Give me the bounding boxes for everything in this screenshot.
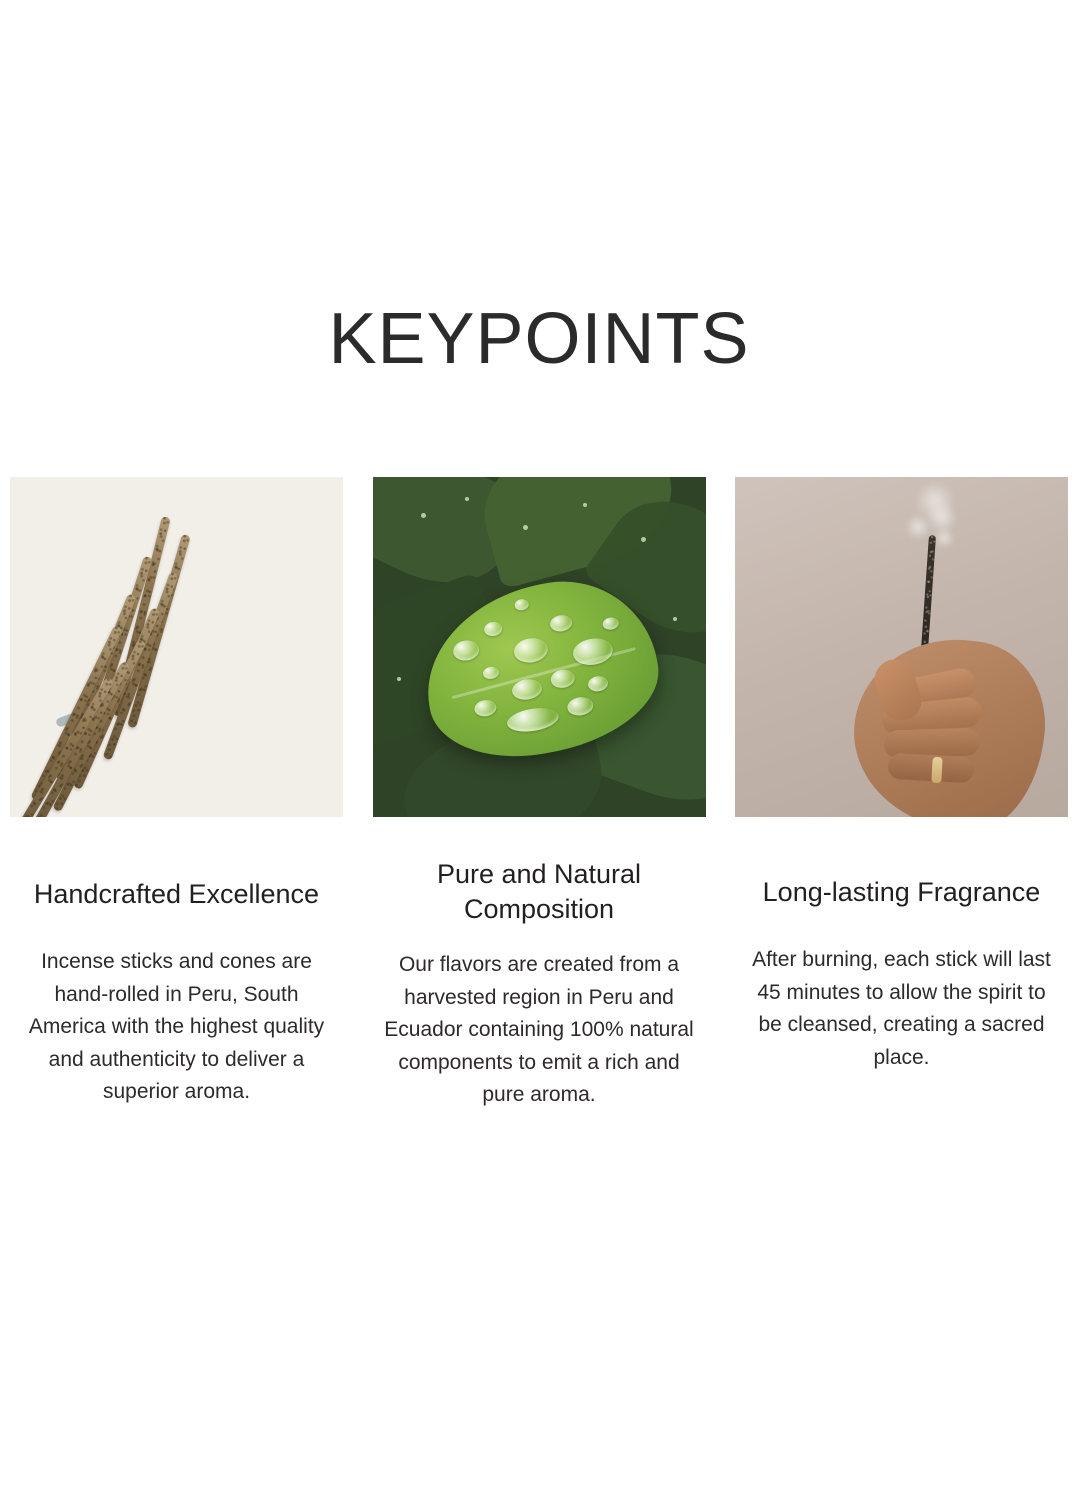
keypoint-card-body: After burning, each stick will last 45 minutes to allow the spirit to be cleansed, creating a sacred place. [752,948,1051,1069]
incense-sticks-photo [10,477,343,817]
water-droplet [482,666,500,680]
keypoint-card [10,477,343,1109]
keypoint-card-title: Pure and Natural Composition [436,859,642,925]
leaf-speck [397,677,401,681]
hand-holding-burning-incense-photo [735,477,1068,817]
leaf-speck [465,497,469,501]
keypoint-card [735,477,1068,1074]
leaf-speck [641,537,646,542]
keypoints-card-list [10,477,1068,1112]
water-droplet [513,598,529,611]
water-droplet [512,636,549,665]
smoke-wisp [933,527,955,549]
water-droplet [505,705,560,735]
leaf-speck [673,617,677,621]
water-droplet [586,675,608,693]
water-droplet [601,616,619,630]
water-droplet [566,695,594,717]
green-leaf-water-droplets-photo [373,477,706,817]
water-droplet [473,699,497,718]
keypoint-card-title: Long-lasting Fragrance [762,877,1041,907]
leaf-speck [583,503,587,507]
water-droplet [483,621,503,638]
keypoint-card-body: Our flavors are created from a harvested region in Peru and Ecuador containing 100% natural components to emit a rich and pure aroma. [384,953,694,1107]
smoke-wisp [905,513,931,541]
page-title: KEYPOINTS [328,299,750,380]
ring [931,757,942,783]
keypoint-card [373,477,706,1112]
leaf-speck [523,525,528,530]
water-droplet [548,614,572,633]
keypoint-card-title: Handcrafted Excellence [33,879,320,909]
leaf-speck [421,513,426,518]
keypoint-card-body: Incense sticks and cones are hand-rolled in Peru, South America with the highest quality and authenticity to deliver a superior aroma. [28,950,325,1104]
water-droplet [451,639,480,663]
